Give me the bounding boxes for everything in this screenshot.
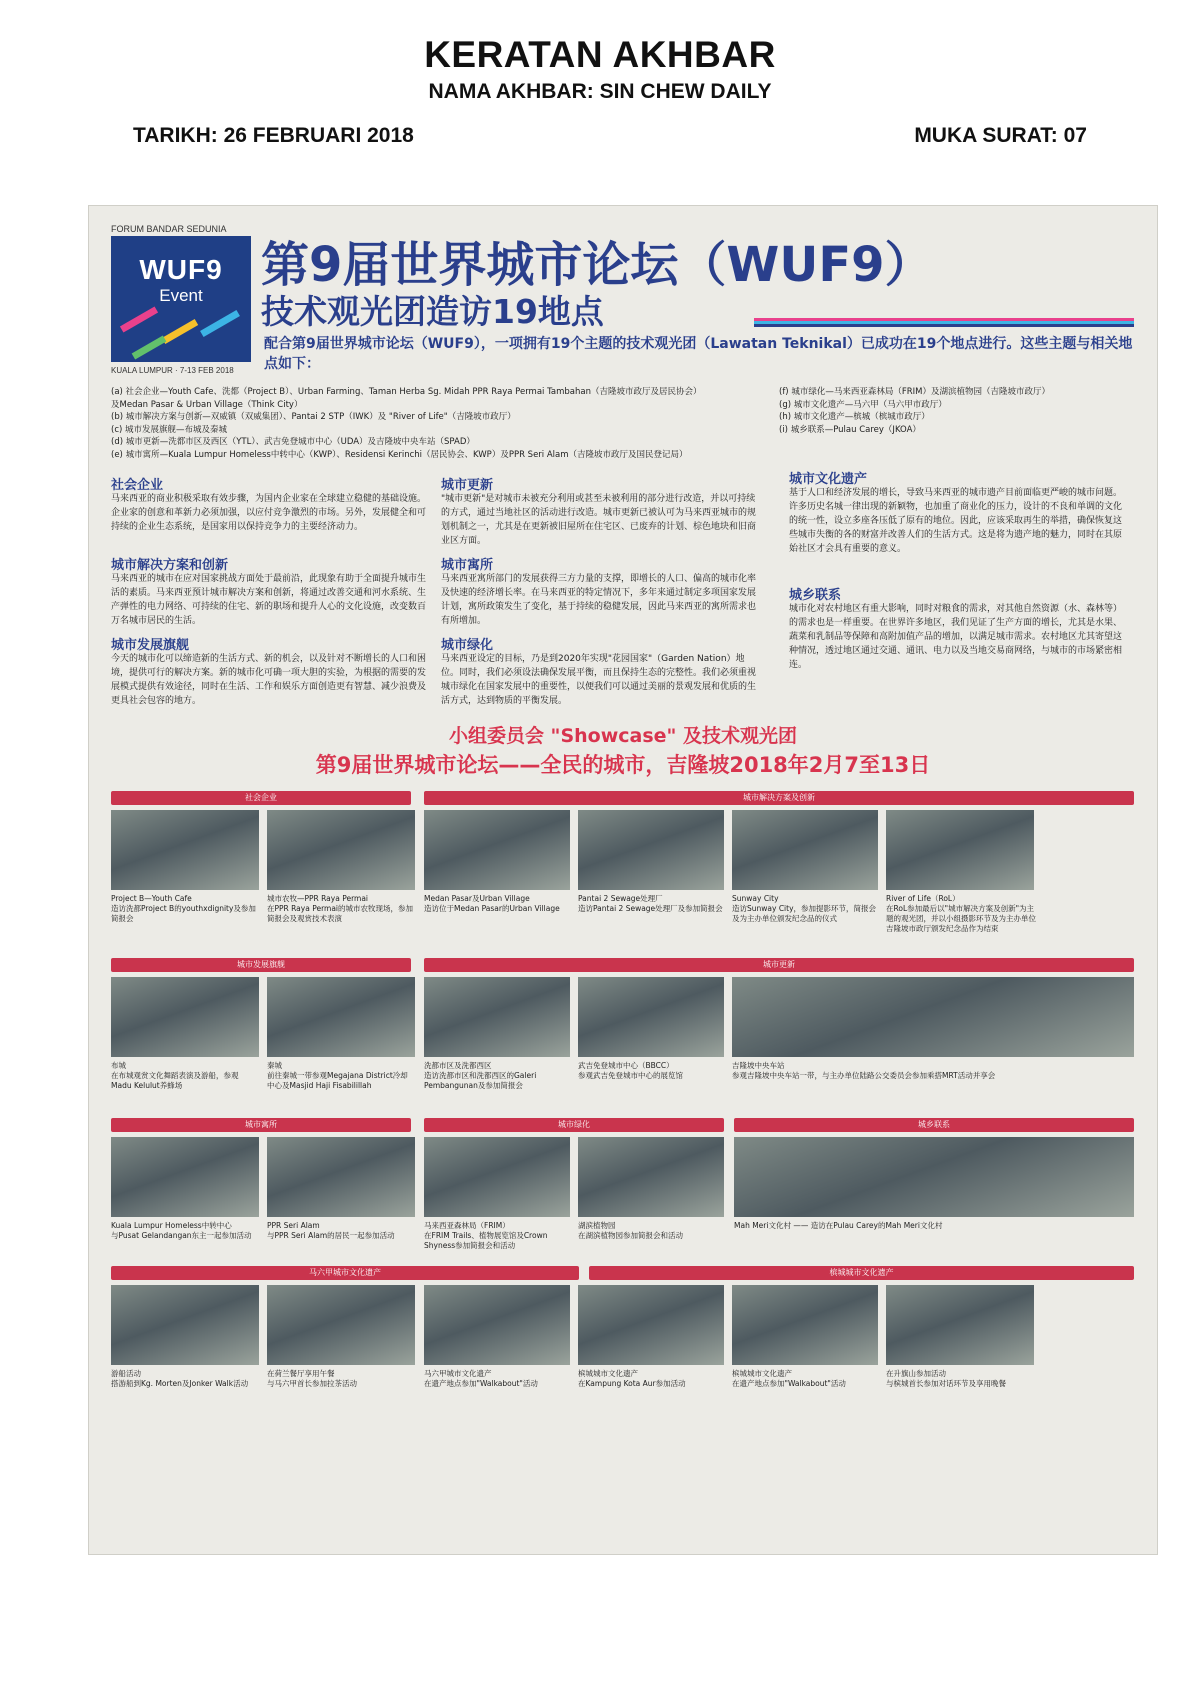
event-photo xyxy=(424,810,570,890)
section-body: 马来西亚寓所部门的发展获得三方力量的支撑，即增长的人口、偏高的城市化率及快速的经济增长率。在马来西亚的特定情况下，多年来通过制定多项国家发展计划，寓所政策发生了变化，基于持续的稳健发展，因此马来西亚的寓所需求也有所增加。 xyxy=(441,574,757,626)
photo-caption: 在荷兰餐厅享用午餐 与马六甲首长参加拉茶活动 xyxy=(267,1369,357,1388)
forum-label: FORUM BANDAR SEDUNIA xyxy=(111,224,227,234)
topic-item: (i) 城乡联系—Pulau Carey（JKOA） xyxy=(779,424,921,435)
logo-stripe-yellow xyxy=(162,319,198,344)
topic-item: (c) 城市发展旗舰—布城及秦城 xyxy=(111,424,228,435)
photo-caption: 城市农牧—PPR Raya Permai 在PPR Raya Permai的城市农牧现场，参加简报会及观赏技术表演 xyxy=(267,894,414,923)
category-bar: 槟城城市文化遗产 xyxy=(589,1266,1134,1280)
logo-main-text: WUF9 xyxy=(139,254,223,285)
logo-stripe-green xyxy=(132,335,167,359)
category-bar: 城市发展旗舰 xyxy=(111,958,411,972)
section-heading: 城乡联系 xyxy=(789,588,842,603)
photo-caption: PPR Seri Alam 与PPR Seri Alam的居民一起参加活动 xyxy=(267,1221,395,1240)
event-photo xyxy=(732,1285,878,1365)
event-photo xyxy=(732,977,1134,1057)
photo-caption: 秦城 前往秦城一带参观Megajana District冷却中心及Masjid Haji Fisabilillah xyxy=(267,1061,408,1090)
category-bar: 社会企业 xyxy=(111,791,411,805)
showcase-subtitle: 第9届世界城市论坛——全民的城市，吉隆坡2018年2月7至13日 xyxy=(315,753,931,777)
topic-item: (e) 城市寓所—Kuala Lumpur Homeless中转中心（KWP）、Residensi Kerinchi（居民协会、KWP）及PPR Seri Alam（吉隆坡市政厅及国民登记局） xyxy=(111,449,688,460)
section-body: 马来西亚设定的目标，乃是到2020年实现"花园国家"（Garden Nation）地位。同时，我们必须设法确保发展平衡，而且保持生态的完整性。我们必须重视城市绿化在国家发展中的重要性，以便我们可以通过美丽的景观发展和优质的生活方式，达到物质的平衡发展。 xyxy=(441,654,757,706)
section-body: 城市化对农村地区有重大影响，同时对粮食的需求，对其他自然资源（水、森林等）的需求也是一样重要。在世界许多地区，我们见证了生产方面的增长，尤其是水果、蔬菜和乳制品等保障和高附加值产品的增加，以满足城市需求。农村地区尤其寄望这种情况，透过地区通过交通、通讯、电力以及当地交易商网络，与城市的市场紧密相连。 xyxy=(789,604,1123,670)
event-photo xyxy=(424,1285,570,1365)
section-heading: 城市寓所 xyxy=(441,558,494,573)
photo-caption: 湖滨植物园 在湖滨植物园参加简报会和活动 xyxy=(578,1221,683,1240)
article-intro: 配合第9届世界城市论坛（WUF9），一项拥有19个主题的技术观光团（Lawatan Teknikal）已成功在19个地点进行。这些主题与相关地点如下： xyxy=(264,336,1133,372)
topic-item: (h) 城市文化遗产—槟城（槟城市政厅） xyxy=(779,412,930,422)
category-bar: 马六甲城市文化遗产 xyxy=(111,1266,579,1280)
event-photo xyxy=(732,810,878,890)
photo-caption: 吉隆坡中央车站 参观吉隆坡中央车站一带，与主办单位陆路公交委员会参加乘搭MRT活动并享会 xyxy=(732,1061,996,1080)
logo-sub-text: Event xyxy=(159,286,203,305)
section-heading: 城市文化遗产 xyxy=(789,472,868,487)
topic-item: 及Medan Pasar & Urban Village（Think City） xyxy=(111,399,303,410)
topics-list-right xyxy=(779,386,1139,436)
event-photo xyxy=(267,1285,415,1365)
event-photo xyxy=(111,977,259,1057)
photo-caption: 马六甲城市文化遗产 在遗产地点参加"Walkabout"活动 xyxy=(424,1369,538,1388)
section-body: 基于人口和经济发展的增长，导致马来西亚的城市遗产目前面临更严峻的城市问题。许多历史名城一律出现的新颖物，也加重了商业化的压力，设计的不良和单调的文化的统一性，设立多座各压低了原有的地位。因此，应该采取再生的举措，确保恢复这些城市失衡的各的财富并改善人们的生活方式。这是将为遗产地的魅力，同时在其原始社区才会具有重要的意义。 xyxy=(789,488,1123,554)
event-photo xyxy=(578,977,724,1057)
category-bar: 城市更新 xyxy=(424,958,1134,972)
category-bar: 城市寓所 xyxy=(111,1118,411,1132)
logo-stripe-pink xyxy=(120,306,158,332)
event-photo xyxy=(578,1137,724,1217)
photo-caption: Pantai 2 Sewage处理厂 造访Pantai 2 Sewage处理厂及参加简报会 xyxy=(578,894,723,913)
event-photo xyxy=(886,810,1034,890)
wuf9-logo xyxy=(111,236,251,362)
section-body: 今天的城市化可以缔造新的生活方式、新的机会，以及针对不断增长的人口和困境，提供可行的解决方案。新的城市化可确一项大胆的实验，为根据的需要的发展模式提供有效途径，同时在生活、工作和娱乐方面创造更有智慧、减少浪费及更具社会包容的地方。 xyxy=(111,654,427,706)
article-title: 第9届世界城市论坛（WUF9） xyxy=(261,237,933,293)
category-bar: 城乡联系 xyxy=(734,1118,1134,1132)
clipping-date: TARIKH: 26 FEBRUARI 2018 xyxy=(133,124,414,147)
photo-caption: 武吉免登城市中心（BBCC） 参观武吉免登城市中心的展览馆 xyxy=(578,1061,683,1080)
event-photo xyxy=(886,1285,1034,1365)
photo-caption: 槟城城市文化遗产 在遗产地点参加"Walkabout"活动 xyxy=(732,1369,846,1388)
photo-caption: River of Life（RoL） 在RoL参加最后以"城市解决方案及创新"为主题的观光团，并以小组摄影环节及为主办单位吉隆坡市政厅颁发纪念品作为结束 xyxy=(886,894,1036,933)
photo-caption: Project B—Youth Cafe 造访洗都Project B的youthxdignity及参加简报会 xyxy=(111,894,256,923)
event-photo xyxy=(111,1137,259,1217)
photo-caption: 洗都市区及洗都西区 造访洗都市区和洗都西区的Galeri Pembangunan及参加简报会 xyxy=(424,1061,537,1090)
newspaper-clipping xyxy=(88,205,1158,1555)
logo-stripe-blue xyxy=(200,310,240,337)
section-body: "城市更新"是对城市未被充分利用或甚至未被利用的部分进行改造，并以可持续的方式，通过当地社区的活动进行改造。城市更新已被认可为马来西亚城市的规划机制之一，尤其是在更新被旧屋所在住宅区、已废弃的计划、棕色地块和旧商业区方面。 xyxy=(441,494,757,546)
photo-caption: Sunway City 造访Sunway City，参加提影环节，简报会及为主办单位颁发纪念品的仪式 xyxy=(732,894,877,923)
photo-caption: 在升旗山参加活动 与槟城首长参加对话环节及享用晚餐 xyxy=(886,1369,1006,1388)
section-heading: 社会企业 xyxy=(111,478,164,493)
section-body: 马来西亚的城市在应对国家挑战方面处于最前沿，此现象有助于全面提升城市生活的素质。马来西亚预计城市解决方案和创新，将通过改善交通和河水系统、生产弹性的电力网络、可持续的住宅、新的职场和提升人心的文化设施，改变数百万名城市居民的生活。 xyxy=(111,574,427,626)
section-heading: 城市解决方案和创新 xyxy=(111,558,229,573)
photo-caption: 游船活动 搭游船到Kg. Morten及Jonker Walk活动 xyxy=(111,1369,249,1388)
event-photo xyxy=(734,1137,1134,1217)
topic-item: (f) 城市绿化—马来西亚森林局（FRIM）及湖滨植物园（吉隆坡市政厅） xyxy=(779,387,1050,397)
event-photo xyxy=(578,810,724,890)
photo-caption: 槟城城市文化遗产 在Kampung Kota Aur参加活动 xyxy=(578,1369,686,1388)
topic-item: (a) 社会企业—Youth Cafe、洗都（Project B）、Urban Farming、Taman Herba Sg. Midah PPR Raya Permai Tambahan（吉隆坡市政厅及居民协会） xyxy=(111,387,702,397)
page-number: MUKA SURAT: 07 xyxy=(914,124,1087,147)
category-bar: 城市绿化 xyxy=(424,1118,724,1132)
photo-caption: 马来西亚森林局（FRIM） 在FRIM Trails、植物展览馆及Crown Shyness参加简报会和活动 xyxy=(424,1221,548,1250)
topic-item: (d) 城市更新—洗都市区及西区（YTL）、武吉免登城市中心（UDA）及吉隆坡中央车站（SPAD） xyxy=(111,437,475,447)
event-photo xyxy=(267,810,415,890)
category-bar: 城市解决方案及创新 xyxy=(424,791,1134,805)
topics-list-left xyxy=(111,386,751,461)
clipping-title: KERATAN AKHBAR xyxy=(424,34,776,75)
article-subtitle: 技术观光团造访19地点 xyxy=(261,292,604,331)
photo-caption: 布城 在布城观赏文化舞蹈表演及游船，参观Madu Kelulut养蜂场 xyxy=(111,1061,239,1090)
event-photo xyxy=(111,810,259,890)
section-heading: 城市更新 xyxy=(441,478,494,493)
event-photo xyxy=(267,977,415,1057)
photo-caption: Kuala Lumpur Homeless中转中心 与Pusat Gelandangan东主一起参加活动 xyxy=(111,1221,252,1240)
section-body: 马来西亚的商业积极采取有效步骤，为国内企业家在全球建立稳健的基础设施。企业家的创意和革新力必须加强，以应付竞争激烈的市场。另外，发展健全和可持续的企业生态系统，是国家用以保持竞争力的主要经济动力。 xyxy=(111,494,427,532)
event-photo xyxy=(424,977,570,1057)
newspaper-name: NAMA AKHBAR: SIN CHEW DAILY xyxy=(428,80,772,103)
topic-item: (g) 城市文化遗产—马六甲（马六甲市政厅） xyxy=(779,399,947,410)
event-photo xyxy=(111,1285,259,1365)
section-heading: 城市绿化 xyxy=(441,638,494,653)
showcase-title: 小组委员会 "Showcase" 及技术观光团 xyxy=(448,725,798,747)
title-color-bar xyxy=(754,318,1134,327)
photo-caption: Mah Meri文化村 —— 造访在Pulau Carey的Mah Meri文化村 xyxy=(734,1221,943,1230)
event-photo xyxy=(578,1285,724,1365)
event-location: KUALA LUMPUR · 7-13 FEB 2018 xyxy=(111,366,234,375)
event-photo xyxy=(424,1137,570,1217)
topic-item: (b) 城市解决方案与创新—双威镇（双威集团）、Pantai 2 STP（IWK）及 "River of Life"（吉隆坡市政厅） xyxy=(111,412,516,422)
event-photo xyxy=(267,1137,415,1217)
photo-caption: Medan Pasar及Urban Village 造访位于Medan Pasar的Urban Village xyxy=(424,894,560,913)
section-heading: 城市发展旗舰 xyxy=(111,638,190,653)
